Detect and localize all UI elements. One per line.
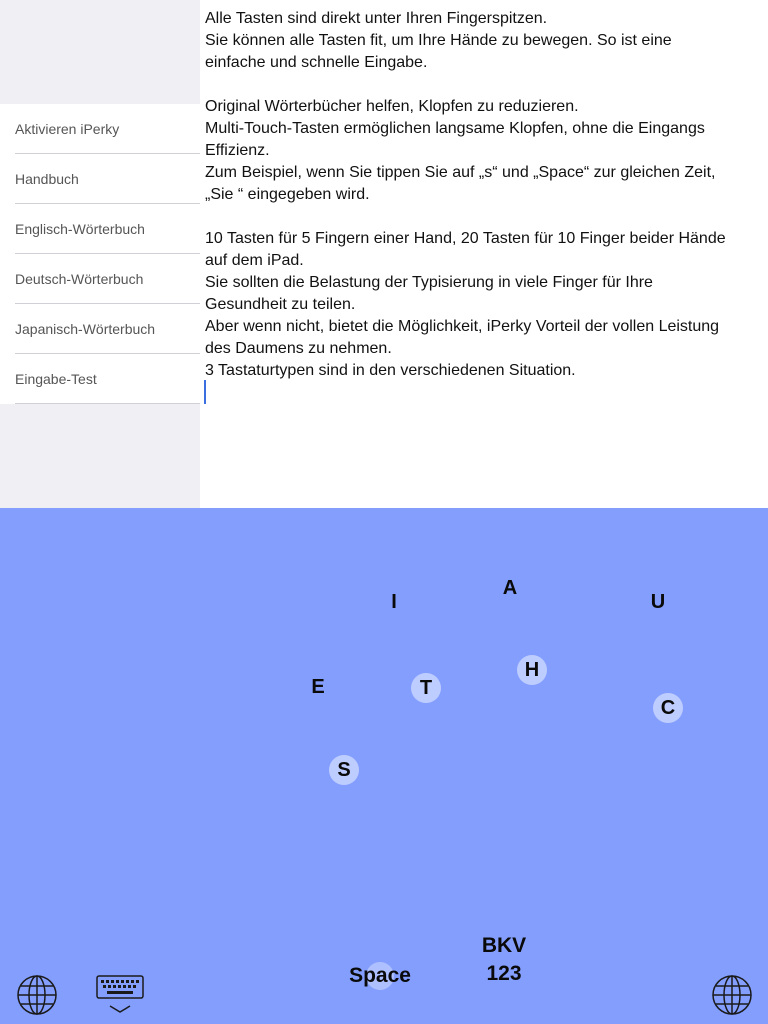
- sidebar-item-label: Englisch-Wörterbuch: [15, 221, 145, 237]
- divider: [15, 403, 200, 404]
- text-line: Sie können alle Tasten fit, um Ihre Hände zu bewegen. So ist eine: [205, 32, 672, 49]
- sidebar-item-aktivieren-iperky[interactable]: [0, 104, 200, 154]
- text-line: Gesundheit zu teilen.: [205, 296, 356, 313]
- text-line: Original Wörterbücher helfen, Klopfen zu reduzieren.: [205, 98, 579, 115]
- space-key[interactable]: Space: [349, 964, 411, 987]
- text-line: Multi-Touch-Tasten ermöglichen langsame Klopfen, ohne die Eingangs: [205, 120, 705, 137]
- key-u[interactable]: U: [650, 591, 666, 613]
- iperky-keyboard: [0, 508, 768, 1024]
- key-i[interactable]: I: [391, 591, 397, 613]
- key-h[interactable]: H: [517, 655, 547, 685]
- sidebar-item-englisch-woerterbuch[interactable]: [0, 204, 200, 254]
- sidebar-item-label: Aktivieren iPerky: [15, 121, 120, 137]
- sidebar: [0, 0, 200, 508]
- key-a[interactable]: A: [502, 577, 518, 599]
- text-line: einfache und schnelle Eingabe.: [205, 54, 428, 71]
- text-line: Aber wenn nicht, bietet die Möglichkeit, iPerky Vorteil der vollen Leistung: [205, 318, 720, 335]
- text-line: Effizienz.: [205, 142, 270, 159]
- top-area: [0, 0, 768, 508]
- globe-icon[interactable]: [16, 974, 58, 1016]
- key-e[interactable]: E: [311, 676, 325, 698]
- backspace-number-key[interactable]: [470, 932, 538, 988]
- sidebar-item-japanisch-woerterbuch[interactable]: [0, 304, 200, 354]
- text-line: Sie sollten die Belastung der Typisierung in viele Finger für Ihre: [205, 274, 653, 291]
- text-line: des Daumens zu nehmen.: [205, 340, 392, 357]
- text-line: 10 Tasten für 5 Fingern einer Hand, 20 Tasten für 10 Finger beider Hände: [205, 230, 726, 247]
- sidebar-item-handbuch[interactable]: [0, 154, 200, 204]
- key-s[interactable]: S: [329, 755, 359, 785]
- sidebar-item-label: Handbuch: [15, 171, 79, 187]
- text-line: auf dem iPad.: [205, 252, 304, 269]
- text-line: 3 Tastaturtypen sind in den verschiedenen Situation.: [205, 362, 576, 379]
- text-editor[interactable]: [200, 0, 768, 508]
- keyboard-hide-icon[interactable]: [95, 974, 145, 1018]
- sidebar-item-label: Eingabe-Test: [15, 371, 97, 387]
- text-line: [205, 74, 768, 96]
- text-line: Zum Beispiel, wenn Sie tippen Sie auf „s“ und „Space“ zur gleichen Zeit,: [205, 164, 716, 181]
- text-cursor: [204, 380, 206, 404]
- sidebar-item-label: Japanisch-Wörterbuch: [15, 321, 156, 337]
- sidebar-item-label: Deutsch-Wörterbuch: [15, 271, 144, 287]
- text-line: [205, 206, 768, 228]
- sidebar-menu: [0, 104, 200, 404]
- editor-text: [205, 8, 768, 382]
- number-mode-label: 123: [486, 962, 522, 985]
- key-t[interactable]: T: [411, 673, 441, 703]
- globe-icon[interactable]: [711, 974, 753, 1016]
- sidebar-item-deutsch-woerterbuch[interactable]: [0, 254, 200, 304]
- backspace-label: BKV: [481, 934, 527, 957]
- text-line: „Sie “ eingegeben wird.: [205, 186, 370, 203]
- text-line: Alle Tasten sind direkt unter Ihren Fingerspitzen.: [205, 10, 548, 27]
- sidebar-item-eingabe-test[interactable]: [0, 354, 200, 404]
- key-c[interactable]: C: [653, 693, 683, 723]
